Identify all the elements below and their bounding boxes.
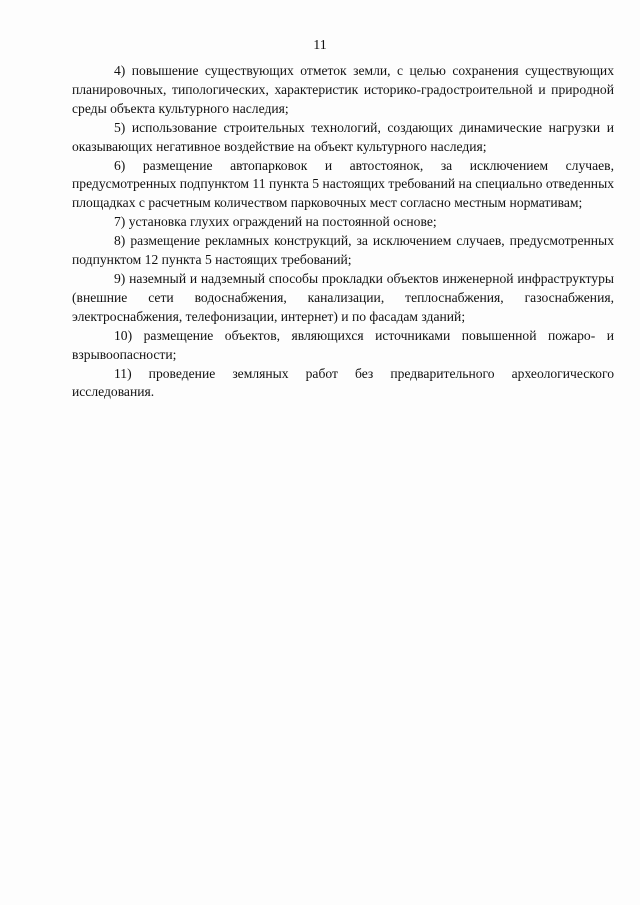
- list-item: 10) размещение объектов, являющихся источниками повышенной пожаро- и взрывоопасности;: [72, 327, 614, 362]
- list-item: 6) размещение автопарковок и автостоянок, за исключением случаев, предусмотренных подпунктом 11 пункта 5 настоящих требований на специально отведенных площадках с расчетным количеством парковочных мест согласно местным нормативам;: [72, 157, 614, 211]
- list-item: 4) повышение существующих отметок земли, с целью сохранения существующих планировочных, типологических, характеристик историко-градостроительной и природной среды объекта культурного наследия;: [72, 63, 614, 116]
- restrictions-list: [72, 62, 614, 402]
- list-item: 7) установка глухих ограждений на постоянной основе;: [114, 214, 437, 230]
- list-item: 8) размещение рекламных конструкций, за исключением случаев, предусмотренных подпунктом 12 пункта 5 настоящих требований;: [72, 233, 614, 268]
- list-item: 9) наземный и надземный способы прокладки объектов инженерной инфраструктуры (внешние сети водоснабжения, канализации, теплоснабжения, газоснабжения, электроснабжения, телефонизации, интернет) и по фасадам зданий;: [72, 270, 614, 324]
- page-number: 11: [313, 38, 327, 53]
- list-item: 5) использование строительных технологий, создающих динамические нагрузки и оказывающих негативное воздействие на объект культурного наследия;: [72, 119, 614, 154]
- list-item: 11) проведение земляных работ без предварительного археологического исследования.: [72, 365, 614, 400]
